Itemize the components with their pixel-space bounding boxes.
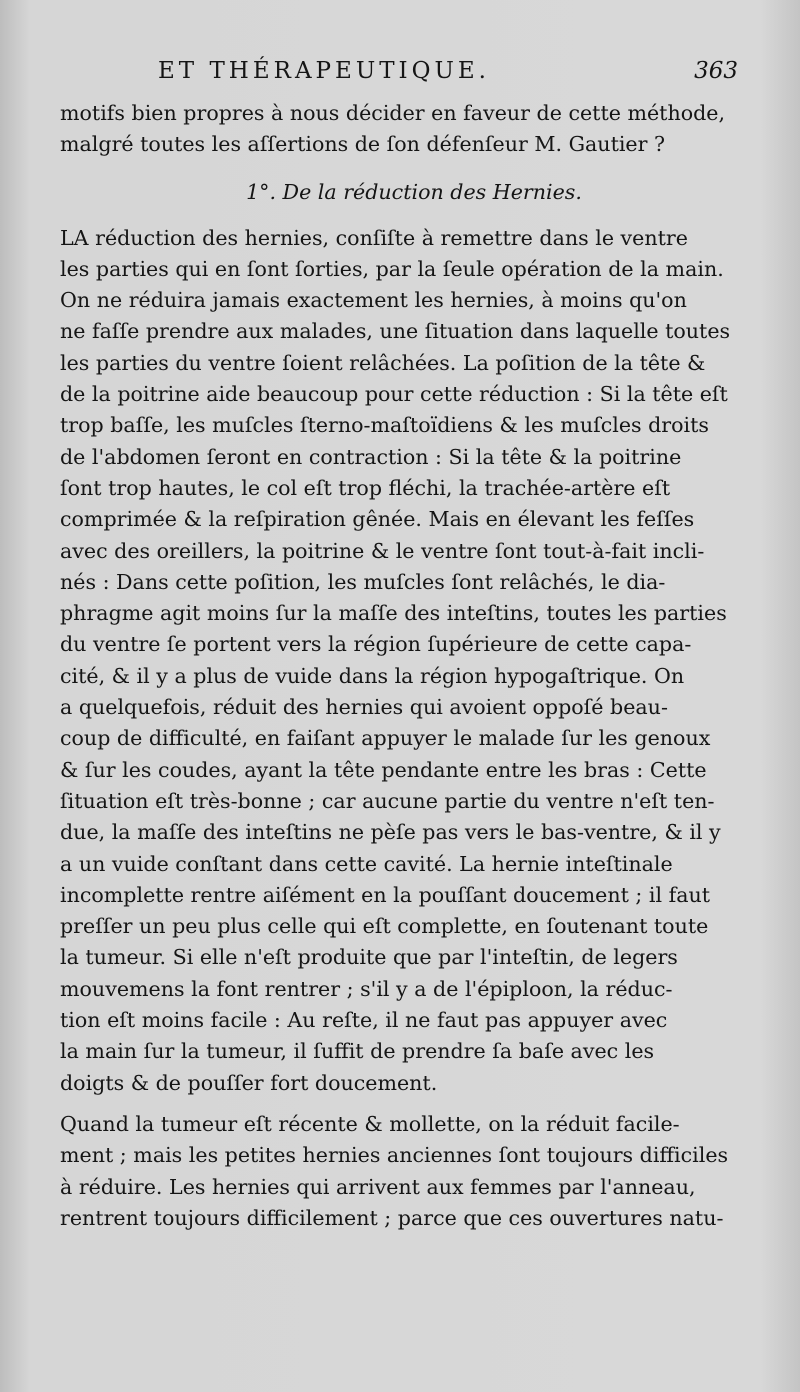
- text-line: ne faſſe prendre aux malades, une ſituation dans laquelle toutes: [60, 319, 731, 344]
- text-line: tion eſt moins facile : Au reſte, il ne faut pas appuyer avec: [60, 1008, 668, 1033]
- text-line: & ſur les coudes, ayant la tête pendante entre les bras : Cette: [60, 757, 707, 782]
- body-text: [60, 98, 731, 1234]
- text-line: trop baſſe, les muſcles ſterno-maſtoïdiens & les muſcles droits: [60, 413, 709, 438]
- page-number: 363: [694, 58, 738, 84]
- text-line: LA réduction des hernies, conſiſte à remettre dans le ventre: [60, 225, 688, 250]
- text-line: doigts & de pouſſer fort doucement.: [60, 1070, 438, 1095]
- text-line: incomplette rentre aiſément en la pouſſant doucement ; il faut: [60, 882, 711, 907]
- text-line: ſont trop hautes, le col eſt trop fléchi, la trachée-artère eſt: [60, 475, 671, 500]
- text-line: comprimée & la reſpiration gênée. Mais en élevant les feſſes: [60, 507, 695, 532]
- text-line: de la poitrine aide beaucoup pour cette réduction : Si la tête eſt: [60, 382, 728, 407]
- text-line: Quand la tumeur eſt récente & mollette, on la réduit facile-: [60, 1111, 680, 1136]
- text-line: due, la maſſe des inteſtins ne pèſe pas vers le bas-ventre, & il y: [60, 820, 721, 845]
- text-line: nés : Dans cette poſition, les muſcles ſont relâchés, le dia-: [60, 569, 666, 594]
- text-line: a un vuide conſtant dans cette cavité. La hernie inteſtinale: [60, 851, 673, 876]
- text-line: rentrent toujours difficilement ; parce que ces ouvertures natu-: [60, 1205, 724, 1230]
- text-line: preſſer un peu plus celle qui eſt complette, en ſoutenant toute: [60, 914, 709, 939]
- section-heading: 1°. De la réduction des Hernies.: [246, 179, 582, 204]
- text-line: phragme agit moins ſur la maſſe des inteſtins, toutes les parties: [60, 601, 727, 626]
- page-header: [60, 56, 738, 92]
- text-line: du ventre ſe portent vers la région ſupérieure de cette capa-: [60, 632, 692, 657]
- text-line: coup de difficulté, en faiſant appuyer le malade ſur les genoux: [60, 726, 711, 751]
- text-line: de l'abdomen ſeront en contraction : Si la tête & la poitrine: [60, 444, 682, 469]
- running-head: ET THÉRAPEUTIQUE.: [158, 58, 490, 84]
- text-line: les parties du ventre ſoient relâchées. La poſition de la tête &: [60, 350, 706, 375]
- text-line: avec des oreillers, la poitrine & le ventre ſont tout-à-fait incli-: [60, 538, 705, 563]
- text-line: cité, & il y a plus de vuide dans la région hypogaſtrique. On: [60, 663, 685, 688]
- text-line: On ne réduira jamais exactement les hernies, à moins qu'on: [60, 288, 687, 313]
- text-line: a quelquefois, réduit des hernies qui avoient oppoſé beau-: [60, 695, 668, 720]
- text-line: les parties qui en ſont ſorties, par la ſeule opération de la main.: [60, 256, 724, 281]
- text-line: mouvemens la font rentrer ; s'il y a de l'épiploon, la réduc-: [60, 976, 673, 1001]
- text-line: la main ſur la tumeur, il ſuffit de prendre ſa baſe avec les: [60, 1039, 655, 1064]
- paragraph-gap: [60, 1099, 728, 1109]
- text-line: la tumeur. Si elle n'eſt produite que par l'inteſtin, de legers: [60, 945, 678, 970]
- text-line: ment ; mais les petites hernies anciennes ſont toujours difficiles: [60, 1143, 729, 1168]
- text-line: motifs bien propres à nous décider en faveur de cette méthode,: [60, 101, 726, 125]
- text-line: ſituation eſt très-bonne ; car aucune partie du ventre n'eſt ten-: [60, 788, 715, 813]
- text-line: à réduire. Les hernies qui arrivent aux femmes par l'anneau,: [60, 1174, 696, 1199]
- text-line: malgré toutes les aſſertions de ſon défenſeur M. Gautier ?: [60, 132, 666, 157]
